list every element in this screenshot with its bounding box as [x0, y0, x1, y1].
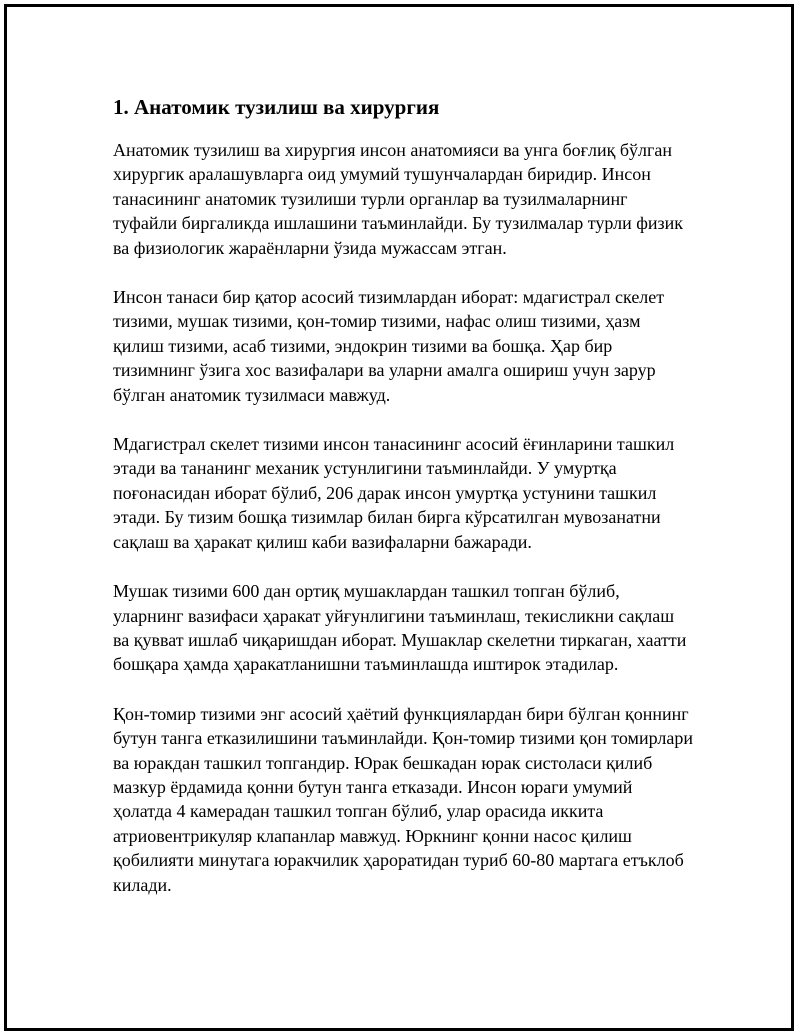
paragraph-circulatory-system: Қон-томир тизими энг асосий ҳаётий функциялардан бири бўлган қоннинг бутун танга етказилишини таъминлайди. Қон-томир тизими қон томирлари ва юракдан ташкил топгандир. Юрак бешкадан юрак систоласи қилиб мазкур ёрдамида қонни бутун танга етказади. Инсон юраги умумий ҳолатда 4 камерадан ташкил топган бўлиб, улар орасида иккита атриовентрикуляр клапанлар мавжуд. Юркнинг қонни насос қилиш қобилияти минутага юракчилик ҳароратидан туриб 60-80 мартага етъклоб килади. [113, 703, 693, 895]
document-body [113, 95, 693, 922]
paragraph-muscular-system: Мушак тизими 600 дан ортиқ мушаклардан ташкил топган бўлиб, уларнинг вазифаси ҳаракат уйғунлигини таъминлаш, текисликни сақлаш ва қувват ишлаб чиқаришдан иборат. Мушаклар скелетни тиркаган, хаатти бошқара ҳамда ҳаракатланишни таъминлашда иштирок этадилар. [113, 581, 687, 675]
section-title: 1. Анатомик тузилиш ва хирургия [113, 95, 440, 119]
paragraph-body-systems: Инсон танаси бир қатор асосий тизимлардан иборат: мдагистрал скелет тизими, мушак тизими, қон-томир тизими, нафас олиш тизими, ҳазм қилиш тизими, асаб тизими, эндокрин тизими ва бошқа. Ҳар бир тизимнинг ўзига хос вазифалари ва уларни амалга ошириш учун зарур бўлган анатомик тузилмаси мавжуд. [113, 287, 665, 405]
paragraph-skeletal-system: Мдагистрал скелет тизими инсон танасининг асосий ёғинларини ташкил этади ва тананинг механик устунлигини таъминлайди. У умуртқа поғонасидан иборат бўлиб, 206 дарак инсон умуртқа устунини ташкил этади. Бу тизим бошқа тизимлар билан бирга кўрсатилган мувозанатни сақлаш ва ҳаракат қилиш каби вазифаларни бажаради. [113, 434, 675, 552]
paragraph-intro: Анатомик тузилиш ва хирургия инсон анатомияси ва унга боғлиқ бўлган хирургик аралашувларга оид умумий тушунчалардан биридир. Инсон танасининг анатомик тузилиши турли органлар ва тузилмаларнинг туфайли биргаликда ишлашини таъминлайди. Бу тузилмалар турли физик ва физиологик жараёнларни ўзида мужассам этган. [113, 140, 683, 258]
